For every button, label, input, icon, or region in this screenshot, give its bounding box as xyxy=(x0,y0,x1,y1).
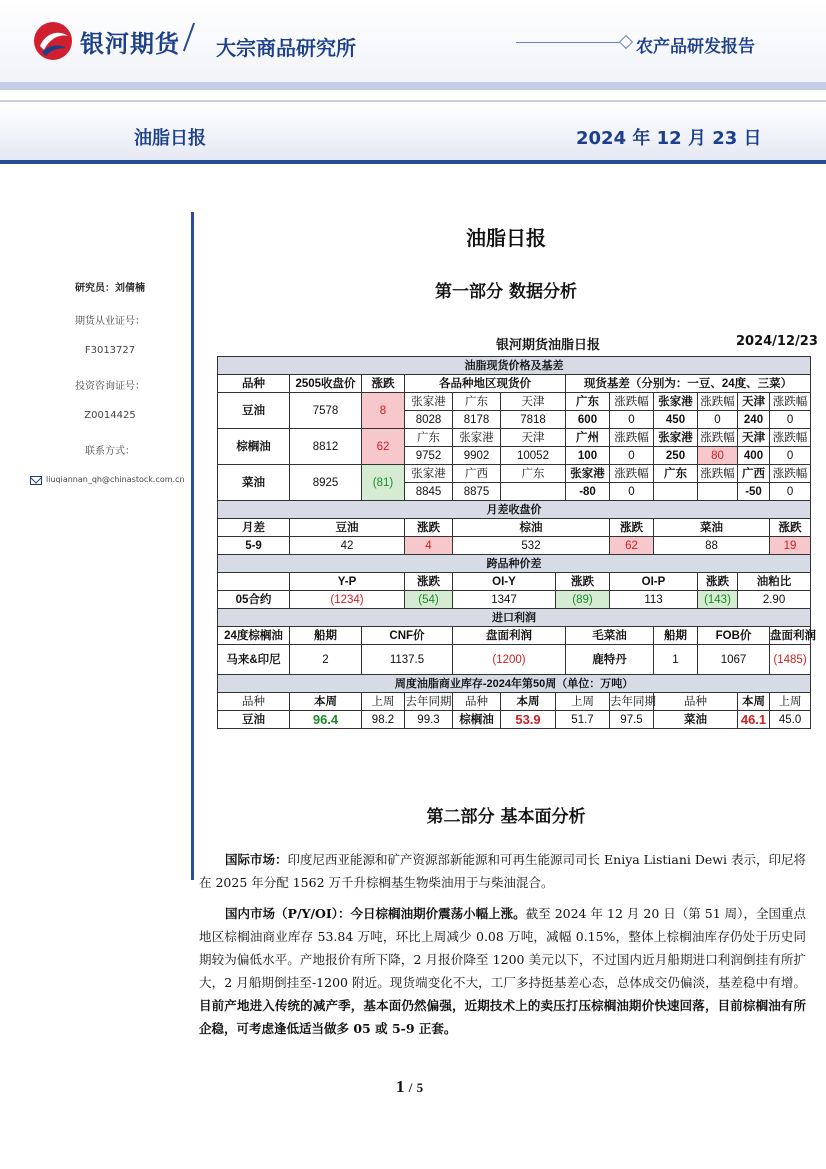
domestic-market-text: 截至 2024 年 12 月 20 日（第 51 周），全国重点地区棕榈油商业库存 53.84 万吨，环比上周减少 0.08 万吨，减幅 0.15%，整体上棕榈油库存仍处于历史同期较为偏低水平。产地报价有所下降，2 月报价降至 1200 美元以下，不过国内近月船期进口利润倒挂有所扩大，2 月船期倒挂至-1200 附近。现货端变化不大，工厂多持挺基差心态，总体成交仍偏淡，基差稳中有增。 xyxy=(199,906,806,990)
table-row: 豆油 96.4 98.2 99.3 棕榈油 53.9 51.7 97.5 菜油 46.1 45.0 xyxy=(218,711,811,729)
section-header-spot: 油脂现货价格及基差 xyxy=(218,357,811,375)
header-stripe xyxy=(0,82,826,90)
advisory-cert: Z0014425 xyxy=(84,410,136,421)
oil-data-table xyxy=(217,356,816,729)
main-title: 油脂日报 xyxy=(466,226,546,250)
table-title: 银河期货油脂日报 xyxy=(496,338,601,353)
table-row: 5-9 42 4 532 62 88 19 xyxy=(218,537,811,555)
international-market-paragraph xyxy=(199,848,806,894)
logo-icon xyxy=(32,20,74,62)
international-market-text: 印度尼西亚能源和矿产资源部新能源和可再生能源司司长 Eniya Listiani Dewi 表示，印尼将在 2025 年分配 1562 万千升棕榈基生物柴油用于与柴油混合。 xyxy=(199,852,806,890)
section-header-cross: 跨品种价差 xyxy=(218,555,811,573)
category-rule xyxy=(516,42,622,43)
header-stripe-thin xyxy=(0,100,826,102)
advisory-cert-label: 投资咨询证号： xyxy=(75,381,145,392)
report-category: 农产品研发报告 xyxy=(636,37,755,57)
table-row: 品种 2505收盘价 涨跌 各品种地区现货价 现货基差（分别为：一豆、24度、三菜） xyxy=(218,375,811,393)
futures-cert: F3013727 xyxy=(84,345,136,356)
table-row: 豆油 7578 8 张家港 广东 天津 广东 涨跌幅 张家港 涨跌幅 天津 涨跌幅 xyxy=(218,393,811,411)
title-band-rule xyxy=(0,160,826,164)
table-date: 2024/12/23 xyxy=(736,334,818,349)
report-date: 2024 年 12 月 23 日 xyxy=(576,128,762,149)
table-row: 菜油 8925 (81) 张家港 广西 广东 张家港 涨跌幅 广东 涨跌幅 广西 涨跌幅 xyxy=(218,465,811,483)
domestic-market-paragraph xyxy=(199,902,806,1040)
section-header-inventory: 周度油脂商业库存-2024年第50周（单位：万吨） xyxy=(218,675,811,693)
mail-icon xyxy=(30,476,42,485)
page-number: 1 / 5 xyxy=(396,1077,424,1096)
table-row: 24度棕榈油 船期 CNF价 盘面利润 毛菜油 船期 FOB价 盘面利润 xyxy=(218,627,811,645)
email-link[interactable]: liuqiannan_qh@chinastock.com.cn xyxy=(46,475,185,484)
table-row: 马来&印尼 2 1137.5 (1200) 鹿特丹 1 1067 (1485) xyxy=(218,645,811,675)
futures-cert-label: 期货从业证号： xyxy=(75,316,145,327)
contact-label: 联系方式： xyxy=(85,446,135,457)
table-row: 品种 本周 上周 去年同期 品种 本周 上周 去年同期 品种 本周 上周 xyxy=(218,693,811,711)
section-header-spread: 月差收盘价 xyxy=(218,501,811,519)
part1-heading: 第一部分 数据分析 xyxy=(435,282,577,302)
table-row: 8845 8875 -80 0 -50 0 xyxy=(218,483,811,501)
domestic-market-lead: 国内市场（P/Y/OI）：今日棕榈油期价震荡小幅上涨。 xyxy=(225,906,526,921)
table-row: Y-P 涨跌 OI-Y 涨跌 OI-P 涨跌 油粕比 xyxy=(218,573,811,591)
table-row: 棕榈油 8812 62 广东 张家港 天津 广州 涨跌幅 张家港 涨跌幅 天津 涨跌幅 xyxy=(218,429,811,447)
domestic-market-conclusion: 目前产地进入传统的减产季，基本面仍然偏强，近期技术上的卖压打压棕榈油期价快速回落，目前棕榈油有所企稳，可考虑逢低适当做多 05 或 5-9 正套。 xyxy=(199,998,806,1036)
table-row: 05合约 (1234) (54) 1347 (89) 113 (143) 2.90 xyxy=(218,591,811,609)
brand-name: 银河期货 xyxy=(80,30,180,58)
table-row: 月差 豆油 涨跌 棕油 涨跌 菜油 涨跌 xyxy=(218,519,811,537)
report-name: 油脂日报 xyxy=(134,128,206,149)
section-header-import: 进口利润 xyxy=(218,609,811,627)
table-row: 9752 9902 10052 100 0 250 80 400 0 xyxy=(218,447,811,465)
table-row: 8028 8178 7818 600 0 450 0 240 0 xyxy=(218,411,811,429)
researcher-name: 研究员：刘倩楠 xyxy=(75,283,145,294)
institute-name: 大宗商品研究所 xyxy=(216,36,356,60)
sidebar-divider xyxy=(191,212,194,880)
international-market-lead: 国际市场： xyxy=(225,852,288,867)
page-current: 1 xyxy=(396,1077,405,1096)
page-total: 5 xyxy=(416,1080,424,1095)
part2-heading: 第二部分 基本面分析 xyxy=(426,807,586,827)
